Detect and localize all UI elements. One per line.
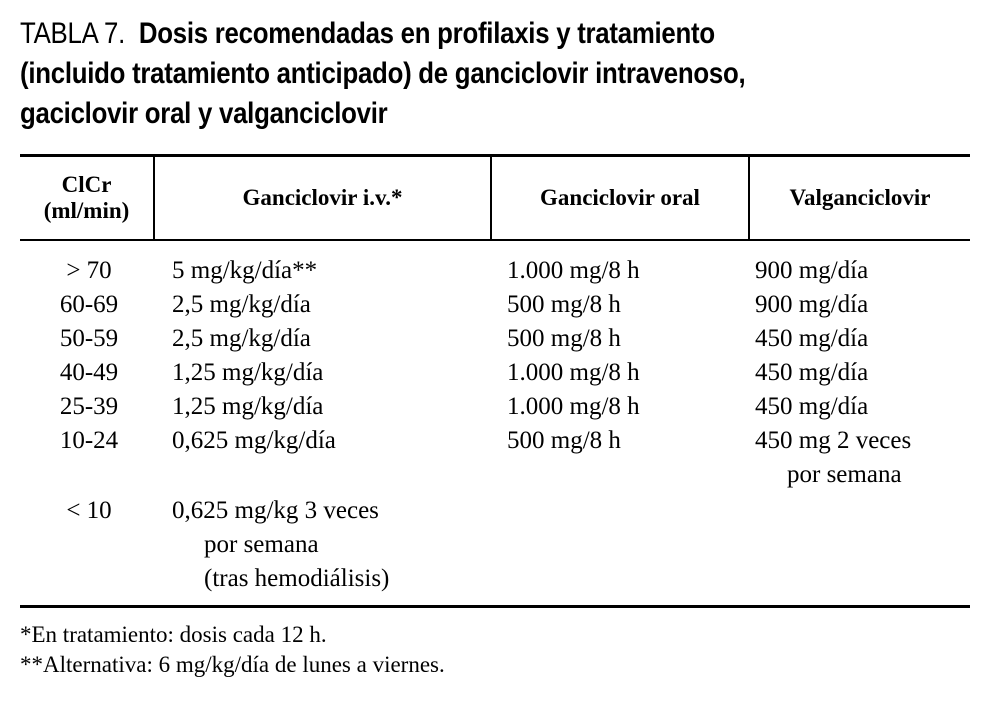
cell-line: 900 mg/día [755,291,869,318]
table-cell-clcr [30,424,148,458]
table-cell-valgan [755,356,868,390]
header-ganciclovir-iv: Ganciclovir i.v.* [242,185,403,210]
table-cell-iv [172,494,389,596]
cell-line: 0,625 mg/kg 3 veces [172,497,379,524]
table-cell-oral [507,254,640,288]
table-cell-valgan [755,424,911,492]
table-cell-clcr [30,390,148,424]
cell-line: 1.000 mg/8 h [507,393,640,420]
table-title [20,14,846,134]
header-ganciclovir-oral: Ganciclovir oral [540,185,700,210]
cell-line: 1.000 mg/8 h [507,359,640,386]
table-cell-iv [172,390,323,424]
header-valganciclovir: Valganciclovir [789,185,931,210]
cell-line: 450 mg/día [755,359,869,386]
table-cell-valgan [755,288,868,322]
cell-line: 500 mg/8 h [507,325,621,352]
cell-line: 1.000 mg/8 h [507,257,640,284]
table-cell-valgan [755,390,868,424]
header-clcr-line1: ClCr [61,172,112,197]
cell-line: 450 mg/día [755,325,869,352]
table-cell-clcr [30,356,148,390]
cell-line: 1,25 mg/kg/día [172,393,324,420]
table-cell-clcr [30,322,148,356]
cell-line: (tras hemodiálisis) [204,565,390,592]
cell-line: 500 mg/8 h [507,291,621,318]
table-cell-oral [507,288,621,322]
title-line-2: (incluido tratamiento anticipado) de ganciclovir intravenoso, [20,57,746,90]
title-text-1: Dosis recomendadas en profilaxis y tratamiento [138,17,715,50]
cell-line: 2,5 mg/kg/día [172,325,311,352]
footnote: **Alternativa: 6 mg/kg/día de lunes a viernes. [20,652,445,677]
cell-line: 5 mg/kg/día** [172,257,318,284]
cell-line: por semana [204,531,319,558]
table-cell-valgan [755,322,868,356]
cell-line: 0,625 mg/kg/día [172,427,336,454]
table-cell-valgan [755,254,868,288]
table-cell-clcr [30,288,148,322]
cell-line: 450 mg 2 veces [755,427,912,454]
table-cell-oral [507,322,621,356]
header-rule [20,239,970,241]
table-cell-clcr [30,494,148,528]
table-cell-oral [507,356,640,390]
footnote: *En tratamiento: dosis cada 12 h. [20,622,327,647]
cell-line: 40-49 [59,359,119,386]
cell-line: 500 mg/8 h [507,427,621,454]
cell-line: 10-24 [59,427,119,454]
cell-line: 900 mg/día [755,257,869,284]
cell-line: > 70 [66,257,112,284]
table-cell-iv [172,288,311,322]
table-cell-iv [172,356,323,390]
cell-line: por semana [787,461,902,488]
table-cell-clcr [30,254,148,288]
cell-line: < 10 [66,497,112,524]
title-line-1 [20,14,846,54]
table-cell-oral [507,424,621,458]
cell-line: 60-69 [59,291,119,318]
title-line-3: gaciclovir oral y valganciclovir [20,97,388,130]
cell-line: 1,25 mg/kg/día [172,359,324,386]
cell-line: 450 mg/día [755,393,869,420]
table-label: TABLA 7. [20,17,126,50]
cell-line: 2,5 mg/kg/día [172,291,311,318]
cell-line: 50-59 [59,325,119,352]
table-cell-oral [507,390,640,424]
cell-line: 25-39 [59,393,119,420]
table-cell-iv [172,424,336,458]
header-clcr-line2: (ml/min) [43,198,130,223]
table-cell-iv [172,254,317,288]
bottom-rule [20,605,970,608]
header-clcr [20,157,153,239]
table-cell-iv [172,322,311,356]
